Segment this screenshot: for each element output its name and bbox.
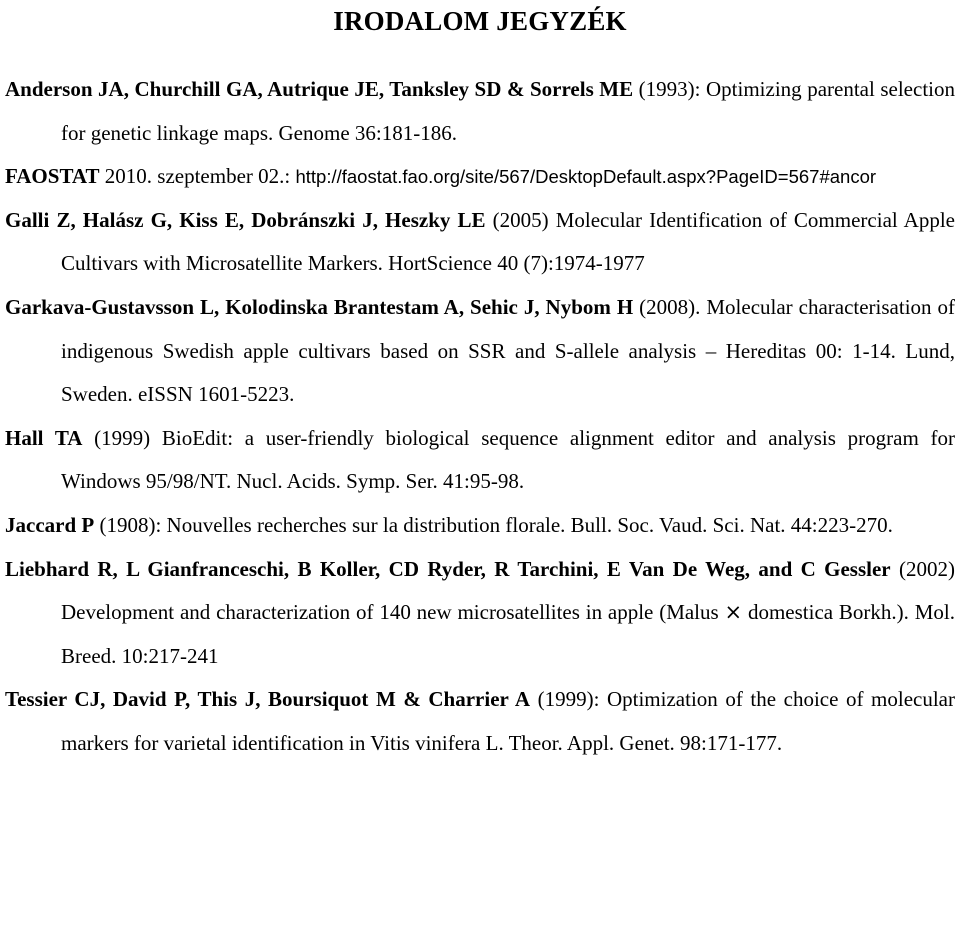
times-symbol: × bbox=[724, 600, 743, 625]
page-title: IRODALOM JEGYZÉK bbox=[333, 6, 627, 36]
reference-text: (1908): Nouvelles recherches sur la distribution florale. Bull. Soc. Vaud. Sci. Nat. 44:223-270. bbox=[94, 512, 893, 537]
reference-authors: Galli Z, Halász G, Kiss E, Dobránszki J, Heszky LE bbox=[5, 207, 486, 232]
reference-text: (1999) BioEdit: a user-friendly biological sequence alignment editor and analysis program for Windows 95/98/NT. Nucl. Acids. Symp. Ser. 41:95-98. bbox=[61, 425, 955, 494]
reference-text: (2002) Development and characterization of 140 new microsatellites in apple (Malus bbox=[61, 556, 955, 625]
reference-tessier bbox=[5, 678, 955, 765]
reference-liebhard bbox=[5, 548, 955, 679]
reference-authors: Liebhard R, L Gianfranceschi, B Koller, CD Ryder, R Tarchini, E Van De Weg, and C Gessler bbox=[5, 556, 891, 581]
reference-list bbox=[5, 68, 955, 766]
reference-authors: Tessier CJ, David P, This J, Boursiquot M & Charrier A bbox=[5, 687, 531, 712]
reference-text: (1999): Optimization of the choice of molecular markers for varietal identification in Vitis vinifera L. Theor. Appl. Genet. 98:171-177. bbox=[61, 687, 955, 755]
reference-garkava bbox=[5, 286, 955, 417]
reference-faostat bbox=[5, 155, 955, 199]
reference-jaccard bbox=[5, 504, 955, 548]
reference-authors: FAOSTAT bbox=[5, 164, 100, 189]
reference-text: (1993): Optimizing parental selection for genetic linkage maps. Genome 36:181-186. bbox=[61, 77, 955, 145]
reference-hall bbox=[5, 417, 955, 504]
reference-authors: Jaccard P bbox=[5, 512, 95, 537]
reference-text: domestica Borkh.). Mol. Breed. 10:217-241 bbox=[61, 600, 955, 668]
reference-authors: Anderson JA, Churchill GA, Autrique JE, Tanksley SD & Sorrels ME bbox=[5, 77, 634, 101]
reference-text: (2008). Molecular characterisation of indigenous Swedish apple cultivars based on SSR and S-allele analysis – Hereditas 00: 1-14. Lund, Sweden. eISSN 1601-5223. bbox=[61, 294, 955, 407]
reference-galli bbox=[5, 199, 955, 286]
reference-text: (2005) Molecular Identification of Commercial Apple Cultivars with Microsatellite Markers. HortScience 40 (7):1974-1977 bbox=[61, 207, 955, 276]
reference-text: 2010. szeptember 02.: bbox=[99, 164, 291, 189]
reference-authors: Hall TA bbox=[5, 425, 83, 450]
reference-anderson bbox=[5, 68, 955, 155]
reference-authors: Garkava-Gustavsson L, Kolodinska Brantestam A, Sehic J, Nybom H bbox=[5, 294, 634, 319]
reference-url[interactable]: http://faostat.fao.org/site/567/DesktopDefault.aspx?PageID=567#ancor bbox=[295, 166, 877, 188]
